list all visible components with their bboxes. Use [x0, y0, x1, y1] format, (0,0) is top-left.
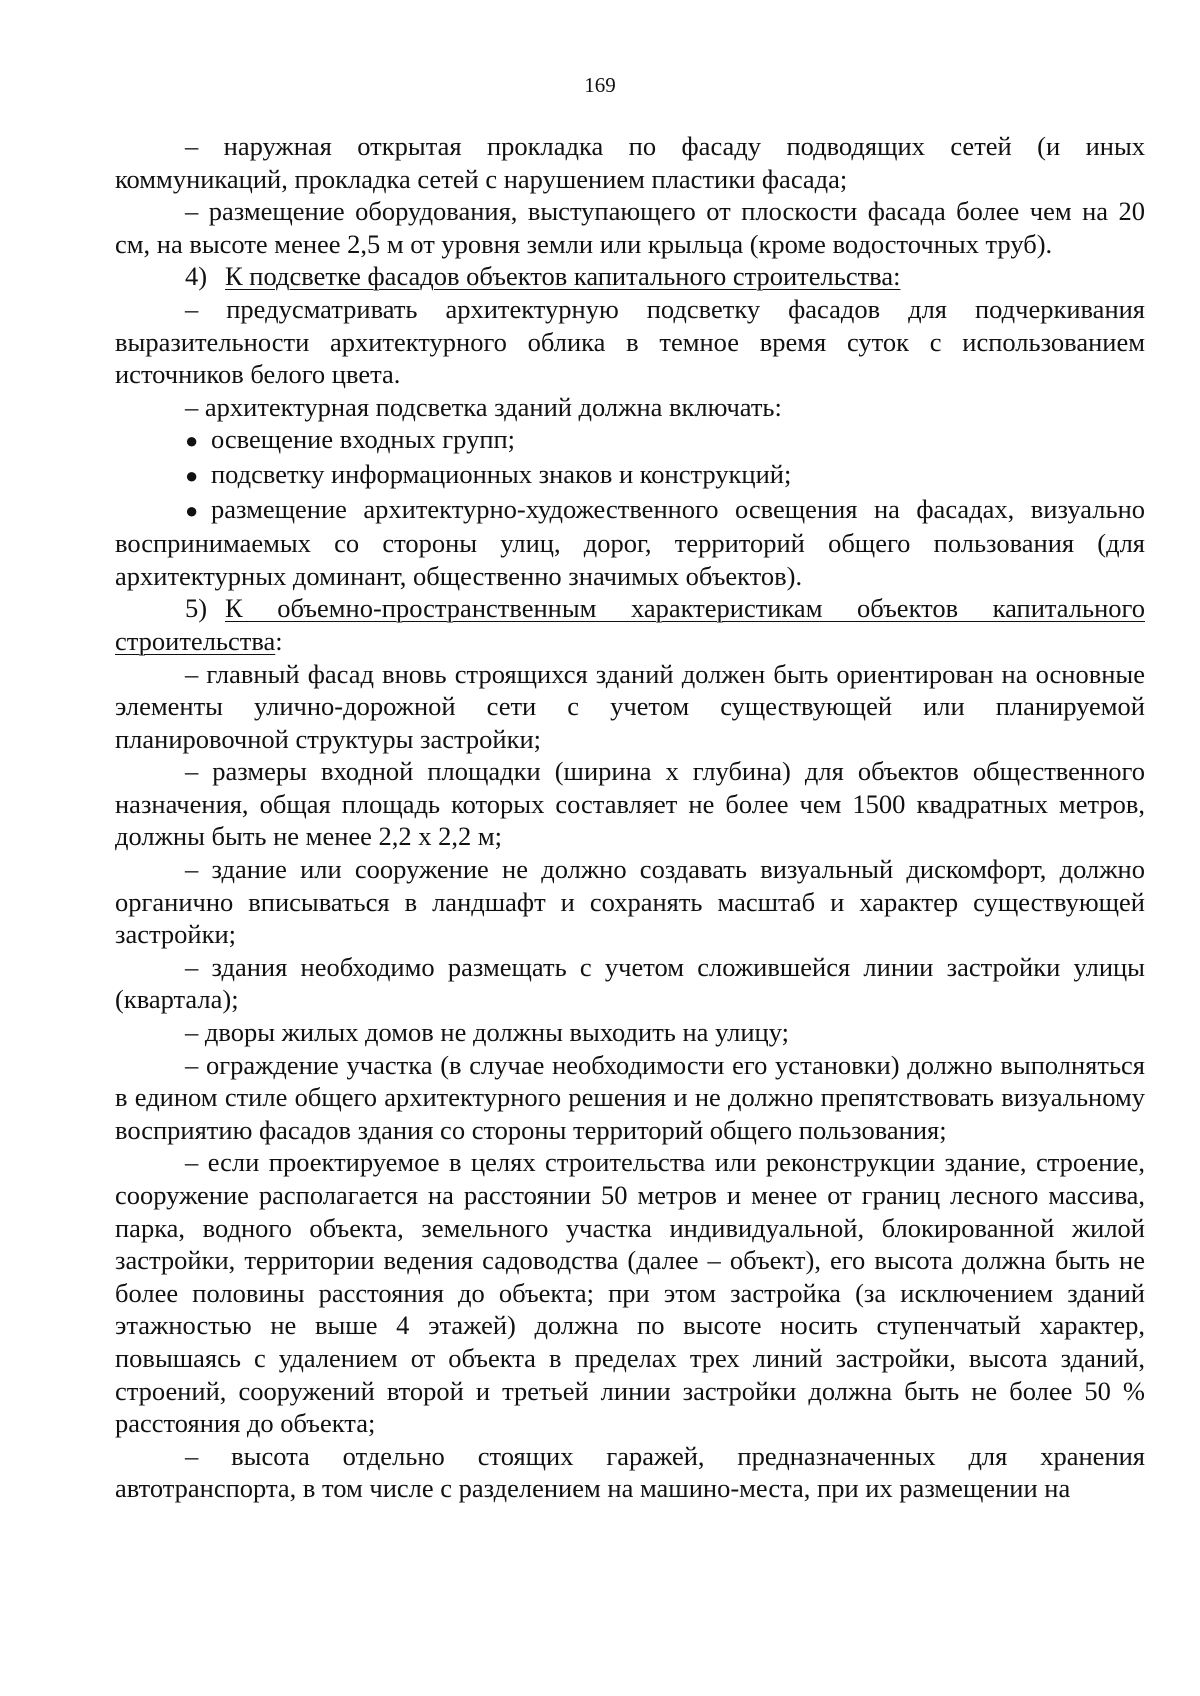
paragraph: – размещение оборудования, выступающего от плоскости фасада более чем на 20 см, на высоте менее 2,5 м от уровня земли или крыльца (кроме водосточных труб). [115, 196, 1145, 259]
paragraph: – ограждение участка (в случае необходимости его установки) должно выполняться в едином стиле общего архитектурного решения и не должно препятствовать визуальному восприятию фасадов здания со стороны территорий общего пользования; [115, 1049, 1145, 1145]
bullet-icon: ● [185, 462, 199, 488]
page-number: 169 [584, 73, 616, 97]
bullet-item [115, 423, 1145, 458]
section-heading-4 [115, 260, 1145, 293]
paragraph: – предусматривать архитектурную подсветку фасадов для подчеркивания выразительности архитектурного облика в темное время суток с использованием источников белого цвета. [115, 293, 1145, 390]
paragraph: – здания необходимо размещать с учетом сложившейся линии застройки улицы (квартала); [115, 951, 1145, 1015]
document-body [115, 130, 1145, 1505]
paragraph: – размеры входной площадки (ширина х глубина) для объектов общественного назначения, общая площадь которых составляет не более чем 1500 квадратных метров, должны быть не менее 2,2 х 2,2 м; [115, 756, 1145, 852]
paragraph: – здание или сооружение не должно создавать визуальный дискомфорт, должно органично вписываться в ландшафт и сохранять масштаб и характер существующей застройки; [115, 854, 1145, 950]
bullet-text: освещение входных групп; [211, 424, 516, 455]
paragraph: – если проектируемое в целях строительства или реконструкции здание, строение, сооружение располагается на расстоянии 50 метров и менее от границ лесного массива, парка, водного объекта, земельного участка индивидуальной, блокированной жилой застройки, территории ведения садоводства (далее – объект), его высота должна быть не более половины расстояния до объекта; при этом застройка (за исключением зданий этажностью не выше 4 этажей) должна по высоте носить ступенчатый характер, повышаясь с удалением от объекта в пределах трех линий застройки, высота зданий, строений, сооружений второй и третьей линии застройки должна быть не более 50 % расстояния до объекта; [115, 1147, 1145, 1439]
paragraph: – дворы жилых домов не должны выходить на улицу; [185, 1017, 790, 1048]
section-heading-text: К подсветке фасадов объектов капитального строительства: [225, 261, 901, 292]
section-number: 4) [185, 261, 208, 292]
section-heading-colon: : [275, 625, 283, 656]
paragraph: – наружная открытая прокладка по фасаду подводящих сетей (и иных коммуникаций, прокладка сетей с нарушением пластики фасада; [115, 131, 1145, 194]
bullet-text: подсветку информационных знаков и конструкций; [211, 458, 792, 489]
paragraph: – высота отдельно стоящих гаражей, предназначенных для хранения автотранспорта, в том числе с разделением на машино-места, при их размещении на [115, 1440, 1145, 1504]
bullet-item [115, 493, 1145, 593]
bullet-item [115, 458, 1145, 493]
section-heading-5 [115, 592, 1145, 657]
bullet-icon: ● [185, 428, 199, 454]
section-heading-text: К объемно-пространственным характеристикам объектов капитального строительства [115, 593, 1145, 656]
bullet-text: размещение архитектурно-художественного освещения на фасадах, визуально воспринимаемых со стороны улиц, дорог, территорий общего пользования (для архитектурных доминант, общественно значимых объектов). [115, 493, 1145, 591]
paragraph: – главный фасад вновь строящихся зданий должен быть ориентирован на основные элементы улично-дорожной сети с учетом существующей или планируемой планировочной структуры застройки; [115, 658, 1145, 754]
paragraph: – архитектурная подсветка зданий должна включать: [185, 391, 782, 422]
section-number: 5) [185, 593, 208, 624]
bullet-icon: ● [185, 497, 199, 523]
